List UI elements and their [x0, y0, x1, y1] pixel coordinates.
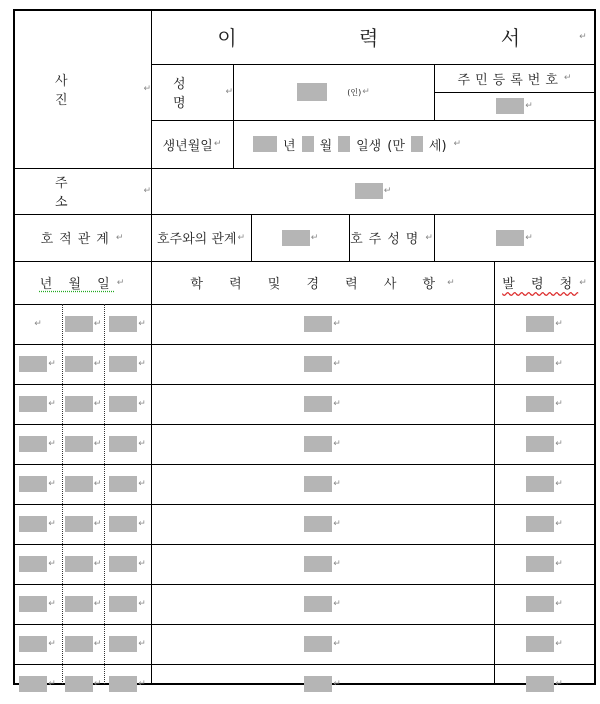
history-month-cell[interactable]: ↵	[62, 624, 104, 664]
history-issuer-cell[interactable]: ↵	[494, 624, 595, 664]
history-details-cell[interactable]: ↵	[151, 304, 494, 344]
seal-mark: (인)	[347, 87, 362, 97]
day-redacted	[109, 676, 137, 692]
day-redacted	[109, 436, 137, 452]
month-redacted	[65, 436, 93, 452]
history-day-cell[interactable]: ↵	[104, 544, 151, 584]
birth-month-redacted	[302, 136, 314, 152]
day-redacted	[109, 596, 137, 612]
address-label: 주 소 ↵	[55, 176, 151, 210]
history-month-cell[interactable]: ↵	[62, 504, 104, 544]
resident-number-value[interactable]: ↵	[434, 92, 595, 120]
birth-day-redacted	[338, 136, 350, 152]
history-year-cell[interactable]: ↵	[13, 584, 62, 624]
name-label: 성 명 ↵	[173, 77, 233, 111]
year-redacted	[19, 396, 47, 412]
history-day-cell[interactable]: ↵	[104, 624, 151, 664]
day-redacted	[109, 356, 137, 372]
day-redacted	[109, 556, 137, 572]
year-redacted	[19, 676, 47, 692]
details-redacted	[304, 596, 332, 612]
history-year-cell[interactable]: ↵	[13, 664, 62, 704]
day-redacted	[109, 636, 137, 652]
history-details-cell[interactable]: ↵	[151, 624, 494, 664]
address-value[interactable]: ↵	[151, 168, 595, 214]
resident-number-label: 주민등록번호 ↵	[457, 72, 572, 88]
history-month-cell[interactable]: ↵	[62, 304, 104, 344]
year-redacted	[19, 476, 47, 492]
birth-year-redacted	[253, 136, 277, 152]
history-year-cell[interactable]: ↵	[13, 384, 62, 424]
issuer-redacted	[526, 316, 554, 332]
history-day-cell[interactable]: ↵	[104, 584, 151, 624]
history-month-cell[interactable]: ↵	[62, 464, 104, 504]
year-redacted	[19, 436, 47, 452]
history-details-cell[interactable]: ↵	[151, 464, 494, 504]
history-issuer-cell[interactable]: ↵	[494, 464, 595, 504]
resident-redacted	[496, 98, 524, 114]
details-redacted	[304, 316, 332, 332]
issuer-redacted	[526, 556, 554, 572]
birth-label: 생년월일 ↵	[162, 138, 222, 154]
relation-to-head-label: 호주와의 관계 ↵	[156, 232, 246, 247]
history-month-cell[interactable]: ↵	[62, 384, 104, 424]
history-details-cell[interactable]: ↵	[151, 344, 494, 384]
year-redacted	[19, 636, 47, 652]
details-redacted	[304, 476, 332, 492]
details-redacted	[304, 676, 332, 692]
day-redacted	[109, 316, 137, 332]
history-year-cell[interactable]: ↵	[13, 544, 62, 584]
head-name-label: 호주성명 ↵	[350, 232, 433, 247]
issuer-redacted	[526, 356, 554, 372]
issuer-redacted	[526, 516, 554, 532]
history-col-date: 년 월 일 ↵	[39, 277, 125, 292]
history-year-cell[interactable]: ↵	[13, 424, 62, 464]
history-day-cell[interactable]: ↵	[104, 344, 151, 384]
birth-age-redacted	[411, 136, 423, 152]
history-details-cell[interactable]: ↵	[151, 664, 494, 704]
day-redacted	[109, 396, 137, 412]
month-redacted	[65, 596, 93, 612]
history-issuer-cell[interactable]: ↵	[494, 424, 595, 464]
issuer-redacted	[526, 396, 554, 412]
head-name-redacted	[496, 230, 524, 246]
history-year-cell[interactable]: ↵	[13, 464, 62, 504]
history-day-cell[interactable]: ↵	[104, 504, 151, 544]
year-redacted	[19, 516, 47, 532]
month-redacted	[65, 516, 93, 532]
address-redacted	[355, 183, 383, 199]
issuer-redacted	[526, 476, 554, 492]
month-redacted	[65, 556, 93, 572]
photo-cell: 사 진 ↵	[13, 9, 151, 168]
year-redacted	[19, 596, 47, 612]
name-redacted	[297, 83, 327, 101]
history-details-cell[interactable]: ↵	[151, 424, 494, 464]
history-issuer-cell[interactable]: ↵	[494, 344, 595, 384]
history-day-cell[interactable]: ↵	[104, 664, 151, 704]
history-details-cell[interactable]: ↵	[151, 544, 494, 584]
head-name-value[interactable]: ↵	[434, 214, 595, 261]
year-redacted	[19, 356, 47, 372]
year-redacted	[19, 556, 47, 572]
history-issuer-cell[interactable]: ↵	[494, 664, 595, 704]
history-day-cell[interactable]: ↵	[104, 424, 151, 464]
history-issuer-cell[interactable]: ↵	[494, 384, 595, 424]
details-redacted	[304, 396, 332, 412]
history-month-cell[interactable]: ↵	[62, 424, 104, 464]
history-details-cell[interactable]: ↵	[151, 584, 494, 624]
history-year-cell[interactable]: ↵	[13, 344, 62, 384]
birth-value[interactable]: 년 월 일생 (만 세) ↵	[233, 120, 595, 168]
history-issuer-cell[interactable]: ↵	[494, 304, 595, 344]
relation-to-head-value[interactable]: ↵	[251, 214, 349, 261]
issuer-redacted	[526, 436, 554, 452]
name-value[interactable]: (인) ↵	[233, 64, 434, 120]
history-issuer-cell[interactable]: ↵	[494, 584, 595, 624]
details-redacted	[304, 556, 332, 572]
details-redacted	[304, 516, 332, 532]
day-redacted	[109, 476, 137, 492]
page-title: 이 력 서 ↵	[151, 9, 595, 64]
month-redacted	[65, 396, 93, 412]
day-redacted	[109, 516, 137, 532]
month-redacted	[65, 356, 93, 372]
history-month-cell[interactable]: ↵	[62, 584, 104, 624]
details-redacted	[304, 636, 332, 652]
month-redacted	[65, 636, 93, 652]
relation-redacted	[282, 230, 310, 246]
month-redacted	[65, 316, 93, 332]
history-day-cell[interactable]: ↵	[104, 464, 151, 504]
history-col-details: 학 력 및 경 력 사 항 ↵	[190, 277, 455, 292]
history-month-cell[interactable]: ↵	[62, 664, 104, 704]
history-month-cell[interactable]: ↵	[62, 544, 104, 584]
history-col-issuer: 발 령 청 ↵	[502, 277, 587, 292]
history-day-cell[interactable]: ↵	[104, 304, 151, 344]
month-redacted	[65, 676, 93, 692]
history-month-cell[interactable]: ↵	[62, 344, 104, 384]
issuer-redacted	[526, 596, 554, 612]
history-details-cell[interactable]: ↵	[151, 504, 494, 544]
history-issuer-cell[interactable]: ↵	[494, 504, 595, 544]
history-year-cell[interactable]: ↵	[13, 504, 62, 544]
photo-label: 사 진	[55, 73, 110, 108]
history-year-cell[interactable]: ↵	[34, 319, 42, 329]
history-details-cell[interactable]: ↵	[151, 384, 494, 424]
history-year-cell[interactable]: ↵	[13, 624, 62, 664]
issuer-redacted	[526, 636, 554, 652]
issuer-redacted	[526, 676, 554, 692]
month-redacted	[65, 476, 93, 492]
history-issuer-cell[interactable]: ↵	[494, 544, 595, 584]
history-day-cell[interactable]: ↵	[104, 384, 151, 424]
details-redacted	[304, 356, 332, 372]
details-redacted	[304, 436, 332, 452]
family-relation-label: 호적관계 ↵	[40, 232, 124, 247]
title-text: 이 력 서	[217, 26, 579, 50]
